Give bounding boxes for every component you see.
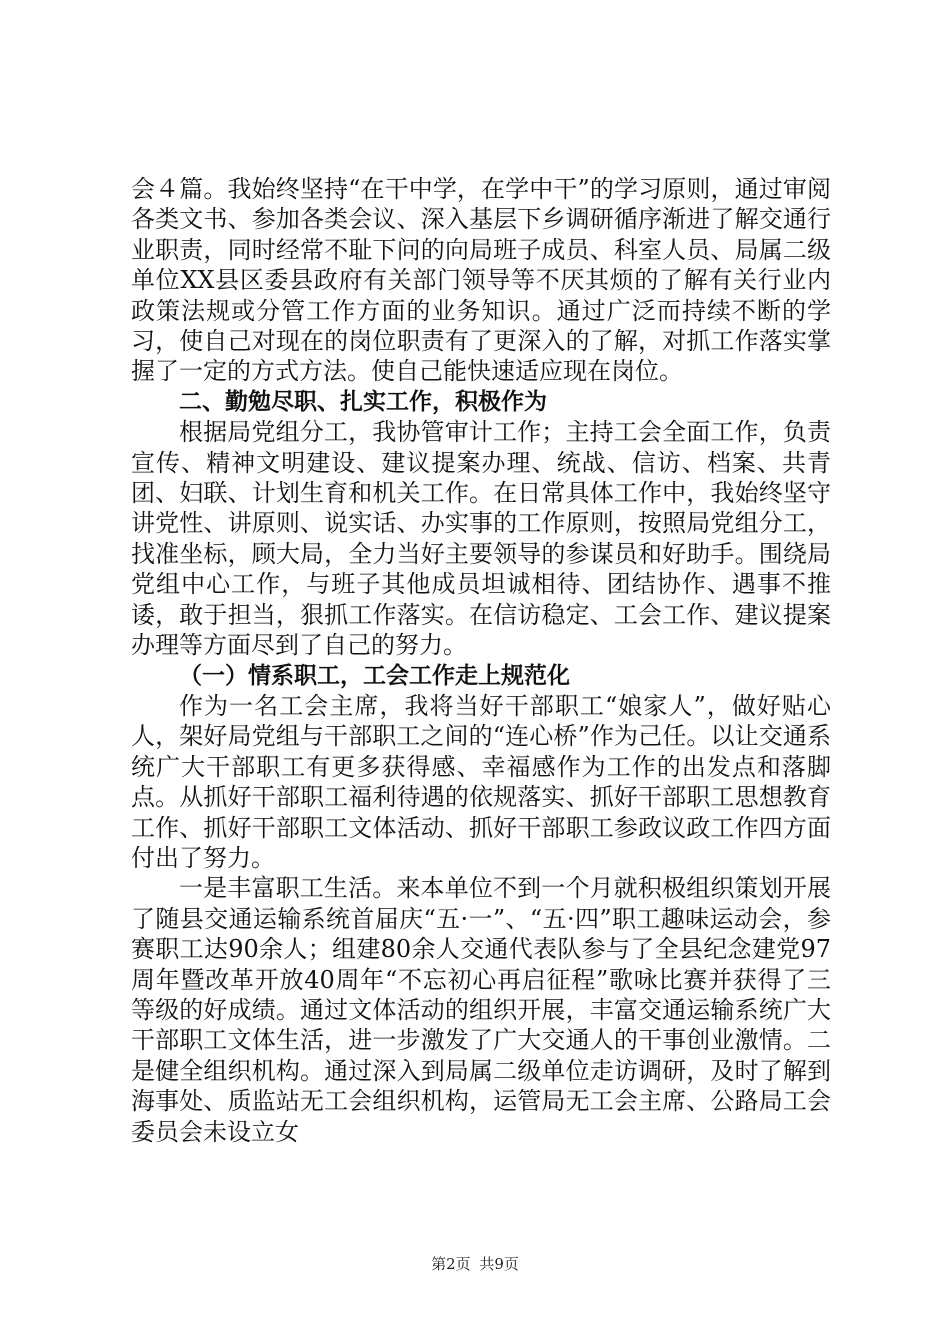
page-total: 共9页	[479, 1255, 519, 1273]
paragraph-learning-summary: 会４篇。我始终坚持“在干中学，在学中干”的学习原则，通过审阅各类文书、参加各类会议、深入基层下乡调研循序渐进了解交通行业职责，同时经常不耻下问的向局班子成员、科室人员、局属二级单位XX县区委县政府有关部门领导等不厌其烦的了解有关行业内政策法规或分管工作方面的业务知识。通过广泛而持续不断的学习，使自己对现在的岗位职责有了更深入的了解，对抓工作落实掌握了一定的方式方法。使自己能快速适应现在岗位。	[131, 175, 831, 386]
document-body	[131, 174, 831, 1147]
subsection-heading-union-work: （一）情系职工，工会工作走上规范化	[179, 662, 570, 689]
paragraph-staff-life: 一是丰富职工生活。来本单位不到一个月就积极组织策划开展了随县交通运输系统首届庆“五·一”、“五·四”职工趣味运动会，参赛职工达90余人；组建80余人交通代表队参与了全县纪念建党97周年暨改革开放40周年“不忘初心再启征程”歌咏比赛并获得了三等级的好成绩。通过文体活动的组织开展，丰富交通运输系统广大干部职工文体生活，进一步激发了广大交通人的干事创业激情。二是健全组织机构。通过深入到局属二级单位走访调研，及时了解到海事处、质监站无工会组织机构，运管局无工会主席、公路局工会委员会未设立女	[131, 874, 831, 1146]
page-number: 第2页	[431, 1255, 471, 1273]
page-footer	[0, 1253, 950, 1274]
paragraph-union-chair: 作为一名工会主席，我将当好干部职工“娘家人”，做好贴心人，架好局党组与干部职工之间的“连心桥”作为己任。以让交通系统广大干部职工有更多获得感、幸福感作为工作的出发点和落脚点。从抓好干部职工福利待遇的依规落实、抓好干部职工思想教育工作、抓好干部职工文体活动、抓好干部职工参政议政工作四方面付出了努力。	[131, 691, 831, 872]
paragraph-duties: 根据局党组分工，我协管审计工作；主持工会全面工作，负责宣传、精神文明建设、建议提案办理、统战、信访、档案、共青团、妇联、计划生育和机关工作。在日常具体工作中，我始终坚守讲党性、讲原则、说实话、办实事的工作原则，按照局党组分工，找准坐标，顾大局，全力当好主要领导的参谋员和好助手。围绕局党组中心工作，与班子其他成员坦诚相待、团结协作、遇事不推诿，敢于担当，狠抓工作落实。在信访稳定、工会工作、建议提案办理等方面尽到了自己的努力。	[131, 418, 831, 660]
section-heading-diligence: 二、勤勉尽职、扎实工作，积极作为	[179, 388, 547, 415]
